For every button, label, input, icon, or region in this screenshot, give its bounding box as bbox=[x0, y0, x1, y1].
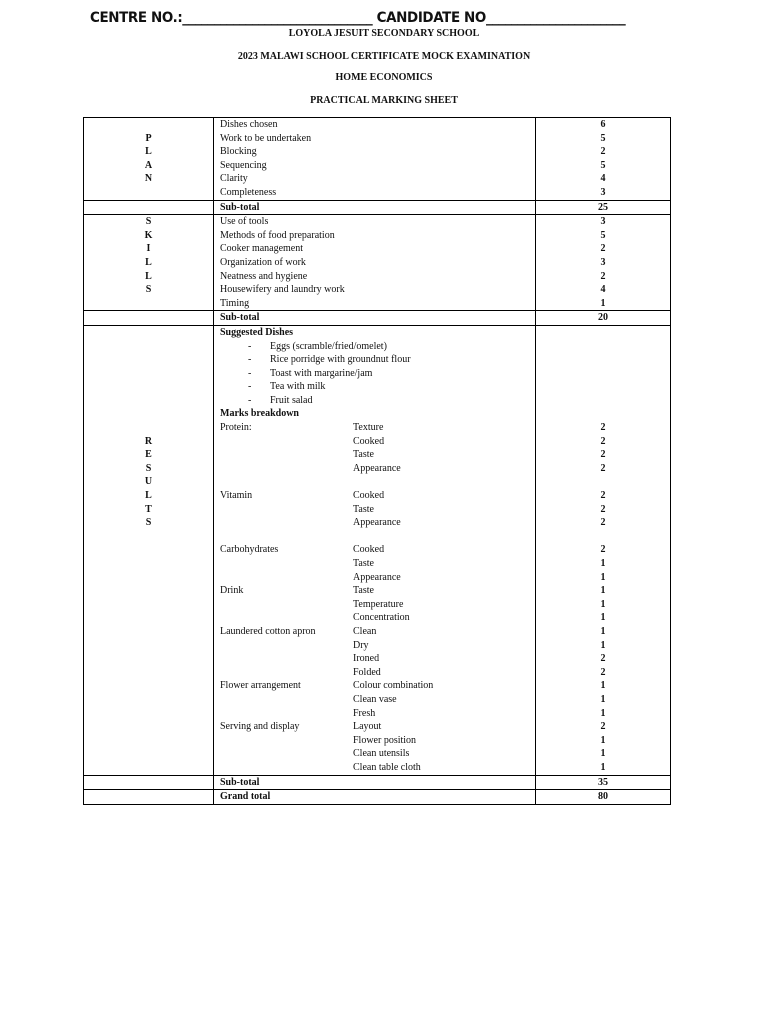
criterion-label: Cooked bbox=[353, 544, 385, 556]
criterion-mark: 2 bbox=[600, 517, 606, 529]
breakdown-group bbox=[220, 679, 535, 720]
criterion-label: Clean vase bbox=[353, 693, 397, 705]
grand-total-label: Grand total bbox=[214, 790, 536, 805]
section-letter: L bbox=[145, 146, 152, 158]
criterion-mark: 1 bbox=[600, 558, 606, 569]
criterion-label: Organization of work bbox=[220, 256, 306, 268]
section-letter: L bbox=[145, 270, 152, 282]
criterion-label: Folded bbox=[353, 666, 381, 678]
criterion-label: Blocking bbox=[220, 146, 257, 158]
criterion-label: Clean bbox=[353, 625, 377, 637]
criterion-label: Colour combination bbox=[353, 680, 434, 692]
skills-section bbox=[84, 215, 671, 311]
criterion-mark: 2 bbox=[600, 544, 606, 556]
criterion-label: Concentration bbox=[353, 612, 410, 624]
criterion-label: Cooked bbox=[353, 490, 385, 502]
results-subtotal: 35 bbox=[536, 775, 671, 790]
criterion-mark: 2 bbox=[600, 146, 606, 158]
exam-title: 2023 MALAWI SCHOOL CERTIFICATE MOCK EXAMINATION bbox=[237, 51, 531, 62]
group-name: Laundered cotton apron bbox=[220, 625, 316, 637]
results-marks bbox=[536, 325, 671, 775]
results-section bbox=[84, 325, 671, 775]
criterion-mark: 2 bbox=[600, 721, 606, 733]
section-letter: R bbox=[144, 435, 153, 447]
criterion-label: Texture bbox=[353, 422, 384, 434]
bullet-dash: - bbox=[248, 354, 252, 366]
criterion-mark: 2 bbox=[600, 449, 606, 461]
section-letter: L bbox=[145, 256, 152, 268]
results-subtotal-row bbox=[84, 775, 671, 790]
results-items bbox=[214, 325, 536, 775]
criterion-mark: 1 bbox=[600, 625, 606, 637]
group-name: Vitamin bbox=[220, 490, 253, 502]
skills-subtotal: 20 bbox=[536, 311, 671, 326]
section-letter: K bbox=[144, 229, 153, 241]
criterion-mark: 1 bbox=[600, 612, 606, 624]
plan-subtotal-row bbox=[84, 200, 671, 215]
criterion-mark: 3 bbox=[600, 186, 606, 198]
criterion-label: Dishes chosen bbox=[220, 119, 278, 130]
breakdown-group bbox=[220, 421, 535, 475]
criterion-mark: 2 bbox=[600, 243, 606, 255]
criterion-label: Temperature bbox=[353, 598, 404, 610]
criterion-label: Sequencing bbox=[220, 159, 267, 171]
criterion-mark: 6 bbox=[600, 119, 606, 130]
group-name: Serving and display bbox=[220, 721, 300, 733]
criterion-mark: 4 bbox=[600, 173, 606, 185]
criterion-mark: 2 bbox=[600, 653, 606, 665]
bullet-dash: - bbox=[248, 381, 252, 393]
skills-letters bbox=[84, 215, 214, 311]
dish-label: Eggs (scramble/fried/omelet) bbox=[270, 340, 387, 352]
dish-item bbox=[220, 394, 535, 408]
criterion-mark: 2 bbox=[600, 666, 606, 678]
skills-subtotal-row bbox=[84, 311, 671, 326]
dish-label: Tea with milk bbox=[270, 381, 326, 393]
criterion-label: Appearance bbox=[353, 517, 401, 529]
criterion-label: Appearance bbox=[353, 571, 401, 583]
grand-total-row bbox=[84, 790, 671, 805]
dish-item bbox=[220, 380, 535, 394]
group-name: Carbohydrates bbox=[220, 544, 279, 556]
criterion-label: Taste bbox=[353, 558, 374, 569]
criterion-mark: 1 bbox=[600, 734, 606, 746]
plan-marks bbox=[536, 118, 671, 201]
skills-items bbox=[214, 215, 536, 311]
subtotal-label: Sub-total bbox=[214, 775, 536, 790]
criterion-label: Neatness and hygiene bbox=[220, 270, 308, 282]
criterion-label: Ironed bbox=[353, 653, 380, 665]
criterion-mark: 1 bbox=[600, 585, 606, 597]
skills-marks bbox=[536, 215, 671, 311]
section-letter: N bbox=[144, 173, 153, 185]
criterion-mark: 2 bbox=[600, 462, 606, 474]
criterion-label: Layout bbox=[353, 721, 382, 733]
criterion-mark: 1 bbox=[600, 598, 606, 610]
criterion-mark: 1 bbox=[600, 680, 606, 692]
criterion-mark: 1 bbox=[600, 571, 606, 583]
criterion-label: Housewifery and laundry work bbox=[220, 284, 345, 296]
dish-item bbox=[220, 340, 535, 354]
criterion-mark: 2 bbox=[600, 422, 606, 434]
section-letter: E bbox=[145, 449, 152, 461]
criterion-label: Clean table cloth bbox=[353, 761, 421, 773]
section-letter: S bbox=[145, 284, 152, 296]
group-name: Drink bbox=[220, 585, 244, 597]
criterion-mark: 5 bbox=[600, 132, 606, 144]
criterion-mark: 2 bbox=[600, 270, 606, 282]
criterion-mark: 1 bbox=[600, 761, 606, 773]
subtotal-label: Sub-total bbox=[214, 200, 536, 215]
section-letter: S bbox=[145, 216, 152, 228]
dish-label: Fruit salad bbox=[270, 394, 313, 406]
dish-label: Toast with margarine/jam bbox=[270, 367, 373, 379]
section-letter: L bbox=[145, 490, 152, 502]
criterion-mark: 4 bbox=[600, 284, 606, 296]
suggested-dishes-title: Suggested Dishes bbox=[220, 326, 294, 338]
section-letter: I bbox=[146, 243, 151, 255]
criterion-label: Use of tools bbox=[220, 216, 269, 228]
sheet-title: PRACTICAL MARKING SHEET bbox=[310, 95, 458, 106]
criterion-mark: 1 bbox=[600, 297, 606, 309]
plan-section bbox=[84, 118, 671, 201]
criterion-mark: 1 bbox=[600, 707, 606, 719]
criterion-label: Methods of food preparation bbox=[220, 229, 335, 241]
criterion-label: Clean utensils bbox=[353, 748, 410, 760]
dish-label: Rice porridge with groundnut flour bbox=[270, 354, 411, 366]
section-letter: U bbox=[144, 476, 153, 488]
breakdown-group bbox=[220, 584, 535, 625]
bullet-dash: - bbox=[248, 340, 252, 352]
criterion-mark: 5 bbox=[600, 229, 606, 241]
school-name: LOYOLA JESUIT SECONDARY SCHOOL bbox=[288, 28, 480, 39]
group-name: Flower arrangement bbox=[220, 680, 301, 692]
criterion-mark: 1 bbox=[600, 693, 606, 705]
criterion-mark: 2 bbox=[600, 490, 606, 502]
subtotal-label: Sub-total bbox=[214, 311, 536, 326]
criterion-mark: 1 bbox=[600, 639, 606, 651]
centre-candidate-line: CENTRE NO.:______________________________ CANDIDATE NO______________________ bbox=[90, 10, 626, 26]
criterion-mark: 2 bbox=[600, 503, 606, 515]
criterion-label: Work to be undertaken bbox=[220, 132, 312, 144]
dish-item bbox=[220, 353, 535, 367]
criterion-label: Taste bbox=[353, 585, 374, 597]
section-letter: S bbox=[145, 517, 152, 529]
criterion-label: Appearance bbox=[353, 462, 401, 474]
criterion-label: Flower position bbox=[353, 734, 417, 746]
plan-letters bbox=[84, 118, 214, 201]
criterion-mark: 3 bbox=[600, 216, 606, 228]
plan-items bbox=[214, 118, 536, 201]
marks-breakdown-title: Marks breakdown bbox=[220, 408, 299, 420]
breakdown-group bbox=[220, 489, 535, 530]
breakdown-group bbox=[220, 720, 535, 774]
criterion-label: Clarity bbox=[220, 173, 248, 185]
criterion-label: Fresh bbox=[353, 707, 376, 719]
marking-table bbox=[83, 117, 671, 805]
breakdown-group bbox=[220, 543, 535, 584]
criterion-mark: 5 bbox=[600, 159, 606, 171]
criterion-label: Completeness bbox=[220, 186, 277, 198]
criterion-label: Taste bbox=[353, 449, 374, 461]
group-name: Protein: bbox=[220, 422, 252, 434]
section-letter: S bbox=[145, 462, 152, 474]
criterion-label: Taste bbox=[353, 503, 374, 515]
criterion-label: Cooker management bbox=[220, 243, 304, 255]
plan-subtotal: 25 bbox=[536, 200, 671, 215]
results-letters bbox=[84, 325, 214, 775]
section-letter: T bbox=[145, 503, 152, 515]
criterion-label: Cooked bbox=[353, 435, 385, 447]
criterion-mark: 1 bbox=[600, 748, 606, 760]
criterion-mark: 2 bbox=[600, 435, 606, 447]
criterion-label: Timing bbox=[220, 297, 250, 309]
breakdown-group bbox=[220, 625, 535, 679]
criterion-mark: 3 bbox=[600, 256, 606, 268]
dish-item bbox=[220, 367, 535, 381]
bullet-dash: - bbox=[248, 367, 252, 379]
criterion-label: Dry bbox=[353, 639, 369, 651]
section-letter: P bbox=[145, 132, 152, 144]
section-letter: A bbox=[144, 159, 153, 171]
bullet-dash: - bbox=[248, 394, 252, 406]
grand-total: 80 bbox=[536, 790, 671, 805]
subject-title: HOME ECONOMICS bbox=[335, 72, 433, 83]
